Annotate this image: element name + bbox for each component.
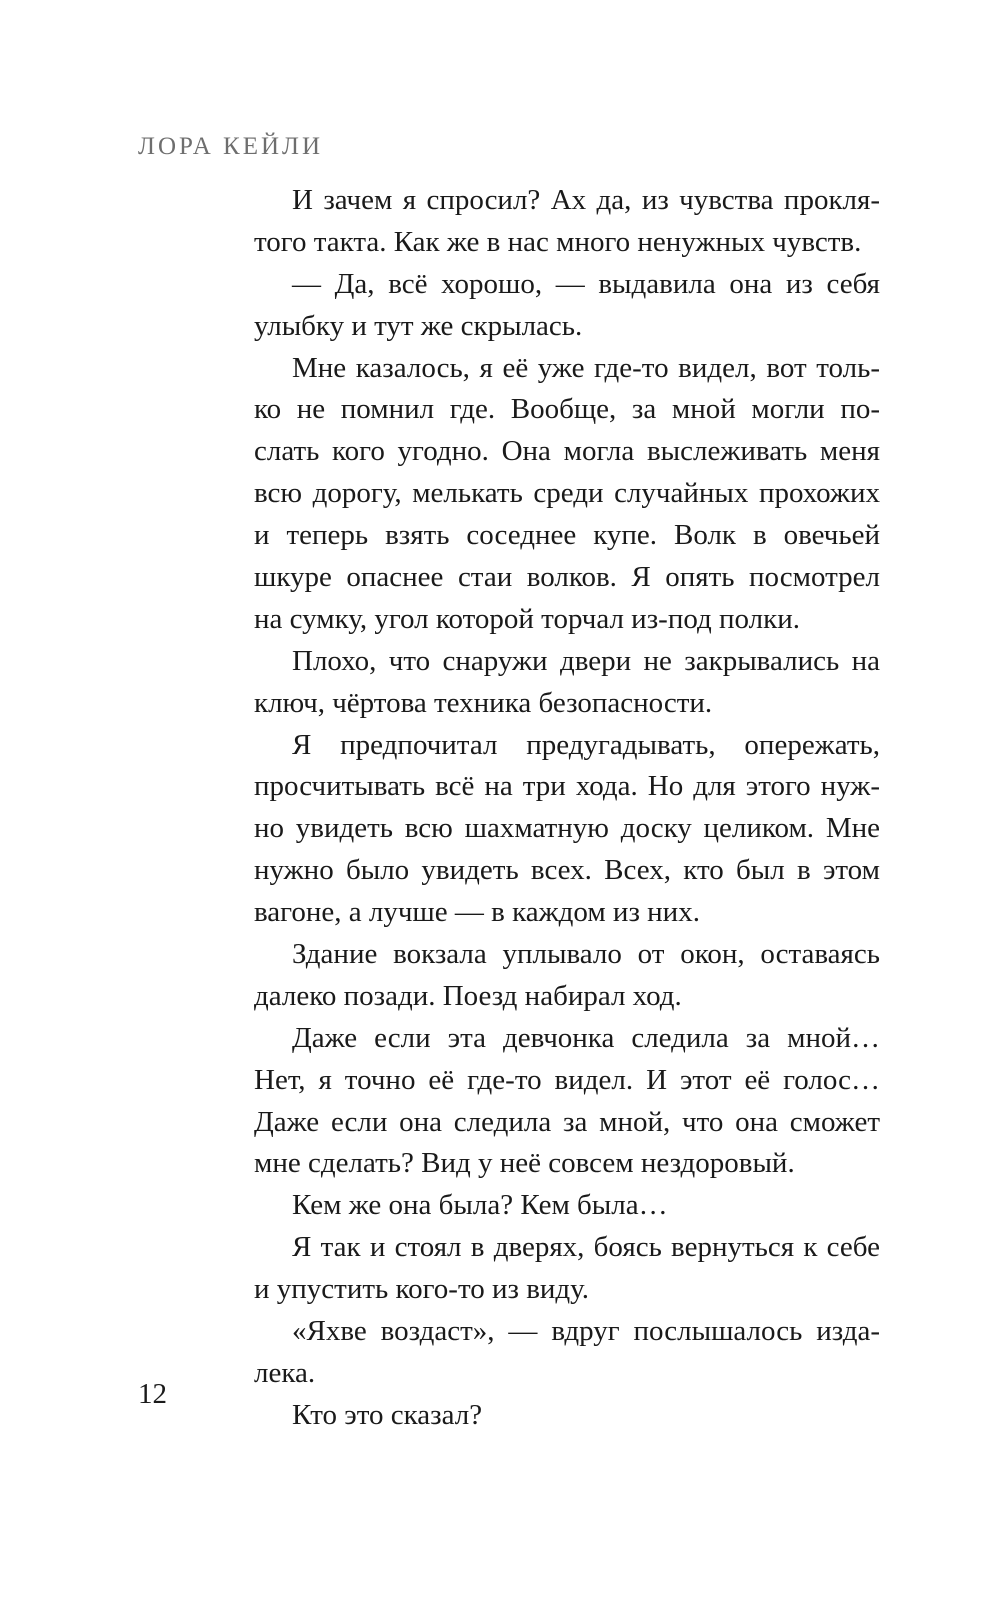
text-line: — Да, всё хорошо, — выдавила она из себя	[292, 267, 880, 300]
text-line: «Яхве воздаст», — вдруг послышалось изда-	[292, 1315, 880, 1348]
paragraph	[216, 1227, 880, 1311]
paragraph	[216, 1311, 880, 1395]
text-line: просчитывать всё на три хода. Но для этого нуж-	[254, 770, 880, 803]
page-number: 12	[138, 1378, 167, 1410]
text-line: слать кого угодно. Она могла выслеживать меня	[254, 435, 880, 468]
text-line: лека.	[254, 1356, 316, 1389]
text-line: шкуре опаснее стаи волков. Я опять посмотрел	[254, 561, 880, 594]
paragraph	[216, 1185, 880, 1227]
text-line: всю дорогу, мелькать среди случайных прохожих	[254, 477, 880, 510]
text-line: и упустить кого-то из виду.	[254, 1273, 590, 1306]
text-line: нужно было увидеть всех. Всех, кто был в этом	[254, 854, 880, 887]
text-line: но увидеть всю шахматную доску целиком. Мне	[254, 812, 880, 845]
text-line: улыбку и тут же скрылась.	[254, 309, 583, 342]
paragraph	[216, 934, 880, 1018]
text-line: того такта. Как же в нас много ненужных чувств.	[254, 225, 862, 258]
text-line: на сумку, угол которой торчал из-под полки.	[254, 602, 800, 635]
text-line: Здание вокзала уплывало от окон, оставаясь	[292, 938, 880, 971]
paragraph	[216, 641, 880, 725]
running-head: ЛОРА КЕЙЛИ	[138, 133, 324, 160]
paragraph	[216, 1018, 880, 1186]
text-line: Я так и стоял в дверях, боясь вернуться к себе	[292, 1231, 880, 1264]
text-line: Даже если она следила за мной, что она сможет	[254, 1105, 880, 1138]
text-line: Кто это сказал?	[292, 1398, 483, 1431]
paragraph	[216, 725, 880, 934]
text-line: Даже если эта девчонка следила за мной…	[292, 1021, 880, 1054]
text-line: ко не помнил где. Вообще, за мной могли по-	[254, 393, 880, 426]
text-line: мне сделать? Вид у неё совсем нездоровый.	[254, 1147, 795, 1180]
text-line: И зачем я спросил? Ах да, из чувства прокля-	[292, 184, 880, 216]
paragraph	[216, 264, 880, 348]
text-line: далеко позади. Поезд набирал ход.	[254, 979, 682, 1012]
text-line: Плохо, что снаружи двери не закрывались на	[292, 644, 880, 677]
text-line: Кем же она была? Кем была…	[292, 1189, 668, 1222]
body-text	[216, 180, 880, 1437]
text-line: ключ, чёртова техника безопасности.	[254, 686, 713, 719]
paragraph	[216, 180, 880, 264]
text-line: вагоне, а лучше — в каждом из них.	[254, 896, 700, 929]
text-line: Я предпочитал предугадывать, опережать,	[292, 728, 880, 761]
paragraph	[216, 1395, 880, 1437]
text-line: и теперь взять соседнее купе. Волк в овечьей	[254, 519, 880, 552]
text-line: Нет, я точно её где-то видел. И этот её голос…	[254, 1063, 880, 1096]
text-line: Мне казалось, я её уже где-то видел, вот толь-	[292, 351, 880, 384]
paragraph	[216, 348, 880, 641]
